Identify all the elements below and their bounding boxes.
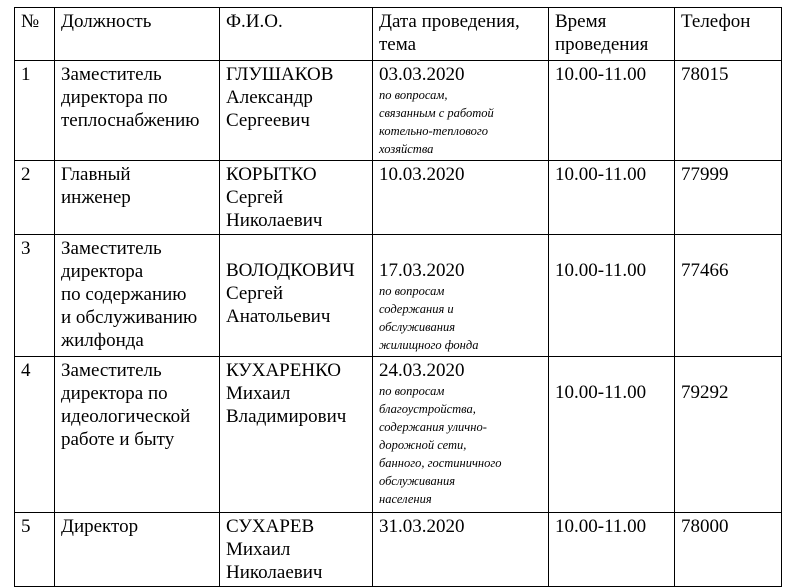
row-num: 3	[15, 235, 55, 357]
row-phone: 78000	[675, 513, 782, 587]
row-date-topic	[373, 61, 549, 161]
row-position: Директор	[55, 513, 220, 587]
row-fio: КОРЫТКО Сергей Николаевич	[220, 161, 373, 235]
row-position: Заместитель директора по идеологической работе и быту	[55, 357, 220, 513]
row-time: 10.00-11.00	[549, 161, 675, 235]
table-row	[15, 61, 782, 161]
row-date: 17.03.2020	[379, 260, 465, 281]
row-num: 2	[15, 161, 55, 235]
row-phone: 79292	[675, 357, 782, 513]
row-num: 4	[15, 357, 55, 513]
row-topic: по вопросам содержания и обслуживания жилищного фонда	[379, 284, 479, 352]
row-time: 10.00-11.00	[549, 61, 675, 161]
row-fio: ВОЛОДКОВИЧ Сергей Анатольевич	[220, 235, 373, 357]
header-date-topic: Дата проведения, тема	[373, 8, 549, 61]
row-phone: 77999	[675, 161, 782, 235]
row-date: 31.03.2020	[379, 516, 465, 537]
row-position: Главный инженер	[55, 161, 220, 235]
row-date-topic	[373, 235, 549, 357]
header-time: Время проведения	[549, 8, 675, 61]
header-fio: Ф.И.О.	[220, 8, 373, 61]
table-row	[15, 235, 782, 357]
row-date: 10.03.2020	[379, 164, 465, 185]
row-date-topic	[373, 513, 549, 587]
row-position: Заместитель директора по теплоснабжению	[55, 61, 220, 161]
row-topic: по вопросам, связанным с работой котельно-теплового хозяйства	[379, 88, 494, 156]
row-time: 10.00-11.00	[549, 235, 675, 357]
row-num: 1	[15, 61, 55, 161]
table-row	[15, 357, 782, 513]
row-phone: 77466	[675, 235, 782, 357]
row-fio: КУХАРЕНКО Михаил Владимирович	[220, 357, 373, 513]
header-phone: Телефон	[675, 8, 782, 61]
row-phone: 78015	[675, 61, 782, 161]
table-header-row	[15, 8, 782, 61]
header-num: №	[15, 8, 55, 61]
row-time: 10.00-11.00	[549, 357, 675, 513]
row-date-topic	[373, 357, 549, 513]
row-fio: СУХАРЕВ Михаил Николаевич	[220, 513, 373, 587]
reception-schedule-table	[14, 7, 782, 587]
row-num: 5	[15, 513, 55, 587]
row-date: 03.03.2020	[379, 64, 465, 85]
row-date-topic	[373, 161, 549, 235]
header-position: Должность	[55, 8, 220, 61]
row-position: Заместитель директора по содержанию и обслуживанию жилфонда	[55, 235, 220, 357]
row-date: 24.03.2020	[379, 360, 465, 381]
row-time: 10.00-11.00	[549, 513, 675, 587]
table-row	[15, 513, 782, 587]
row-fio: ГЛУШАКОВ Александр Сергеевич	[220, 61, 373, 161]
row-topic: по вопросам благоустройства, содержания улично- дорожной сети, банного, гостиничного обслуживания населения	[379, 384, 502, 506]
table-row	[15, 161, 782, 235]
